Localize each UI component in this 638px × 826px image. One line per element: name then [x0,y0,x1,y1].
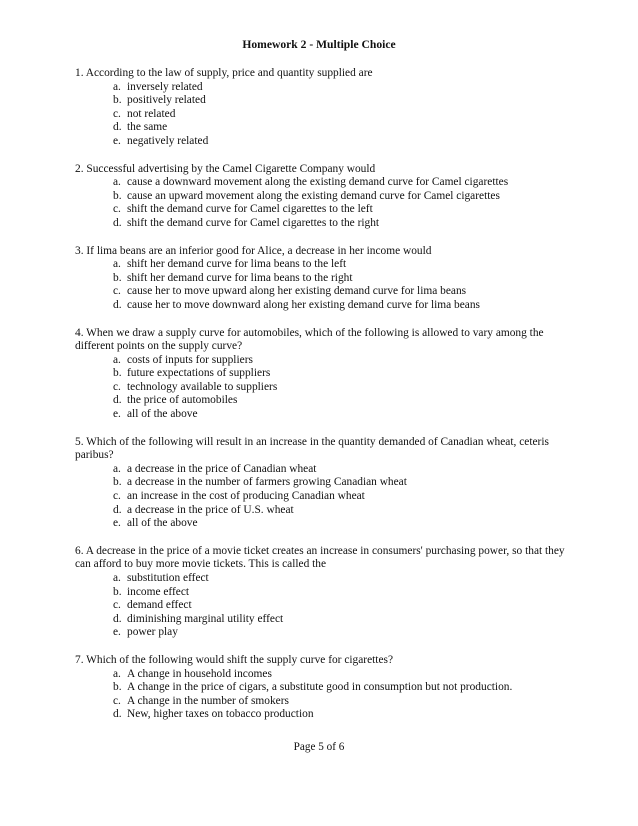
option-a [75,176,565,190]
option-letter: a. [113,353,121,366]
option-text: diminishing marginal utility effect [127,612,284,625]
option-text: A change in the number of smokers [127,694,289,707]
option-letter: c. [113,285,121,298]
question-list [75,67,565,736]
option-b [75,476,565,490]
question-stem: 2. Successful advertising by the Camel Cigarette Company would [75,162,376,175]
option-list [75,81,565,149]
option-letter: b. [113,476,122,489]
option-a [75,572,565,586]
option-a [75,668,565,682]
option-c [75,599,565,613]
question-stem: 3. If lima beans are an inferior good for Alice, a decrease in her income would [75,244,432,257]
option-text: not related [127,107,176,120]
question-6 [75,545,565,640]
option-d [75,394,565,408]
option-a [75,258,565,272]
option-d [75,299,565,313]
option-d [75,708,565,722]
option-text: income effect [127,585,190,598]
option-text: an increase in the cost of producing Canadian wheat [127,490,365,503]
option-text: demand effect [127,599,192,612]
option-text: all of the above [127,517,198,530]
option-text: power play [127,626,178,639]
option-letter: d. [113,394,122,407]
question-stem: 4. When we draw a supply curve for automobiles, which of the following is allowed to vary among the different points on the supply curve? [75,326,544,353]
option-text: positively related [127,94,206,107]
option-letter: b. [113,367,122,380]
option-d [75,217,565,231]
option-letter: c. [113,380,121,393]
option-text: shift her demand curve for lima beans to the right [127,271,353,284]
option-list [75,572,565,640]
option-text: New, higher taxes on tobacco production [127,708,314,721]
question-1 [75,67,565,149]
option-e [75,408,565,422]
option-text: cause her to move upward along her existing demand curve for lima beans [127,285,467,298]
option-text: shift the demand curve for Camel cigarettes to the left [127,203,373,216]
option-c [75,490,565,504]
option-list [75,176,565,230]
option-letter: c. [113,203,121,216]
option-text: A change in household incomes [127,667,272,680]
question-stem: 7. Which of the following would shift the supply curve for cigarettes? [75,653,394,666]
option-letter: c. [113,490,121,503]
option-a [75,463,565,477]
option-text: costs of inputs for suppliers [127,353,253,366]
option-letter: c. [113,694,121,707]
option-letter: a. [113,462,121,475]
option-letter: e. [113,408,121,421]
option-text: A change in the price of cigars, a substitute good in consumption but not production. [127,681,513,694]
page-title: Homework 2 - Multiple Choice [242,38,396,51]
option-letter: d. [113,612,122,625]
question-stem: 5. Which of the following will result in an increase in the quantity demanded of Canadian wheat, ceteris paribus? [75,435,549,462]
option-b [75,367,565,381]
question-stem: 1. According to the law of supply, price and quantity supplied are [75,67,373,79]
option-text: technology available to suppliers [127,380,278,393]
option-c [75,381,565,395]
question-7 [75,654,565,722]
option-b [75,272,565,286]
option-a [75,354,565,368]
option-letter: d. [113,708,122,721]
option-c [75,203,565,217]
option-e [75,517,565,531]
option-text: inversely related [127,80,203,93]
option-list [75,354,565,422]
option-list [75,258,565,312]
option-d [75,613,565,627]
option-list [75,668,565,722]
option-d [75,121,565,135]
page-number: Page 5 of 6 [293,741,345,753]
question-5 [75,436,565,531]
option-c [75,108,565,122]
option-text: negatively related [127,134,209,147]
option-letter: a. [113,258,121,271]
question-2 [75,163,565,231]
option-letter: b. [113,681,122,694]
option-text: cause an upward movement along the existing demand curve for Camel cigarettes [127,189,500,202]
option-a [75,81,565,95]
option-b [75,681,565,695]
option-letter: d. [113,216,122,229]
option-list [75,463,565,531]
option-letter: d. [113,298,122,311]
option-letter: e. [113,134,121,147]
option-b [75,94,565,108]
option-c [75,695,565,709]
option-text: a decrease in the price of Canadian wheat [127,462,317,475]
option-letter: d. [113,121,122,134]
option-letter: b. [113,585,122,598]
option-c [75,285,565,299]
option-d [75,504,565,518]
option-letter: e. [113,517,121,530]
option-letter: a. [113,572,121,584]
option-b [75,190,565,204]
option-b [75,586,565,600]
option-text: cause her to move downward along her existing demand curve for lima beans [127,298,480,311]
option-text: shift the demand curve for Camel cigarettes to the right [127,216,380,229]
option-text: a decrease in the number of farmers growing Canadian wheat [127,476,407,489]
question-3 [75,245,565,313]
question-stem: 6. A decrease in the price of a movie ticket creates an increase in consumers' purchasing power, so that they can afford to buy more movie tickets. This is called the [75,544,565,571]
option-text: future expectations of suppliers [127,367,271,380]
option-letter: a. [113,176,121,189]
option-letter: a. [113,80,121,93]
option-letter: e. [113,626,121,639]
option-letter: c. [113,107,121,120]
option-text: cause a downward movement along the existing demand curve for Camel cigarettes [127,176,509,189]
option-letter: b. [113,189,122,202]
option-text: the price of automobiles [127,394,238,407]
option-text: the same [127,121,168,134]
option-text: substitution effect [127,572,209,584]
option-e [75,135,565,149]
option-letter: d. [113,503,122,516]
option-text: shift her demand curve for lima beans to the left [127,258,347,271]
option-letter: a. [113,667,121,680]
option-e [75,626,565,640]
option-text: all of the above [127,408,198,421]
question-4 [75,327,565,422]
option-text: a decrease in the price of U.S. wheat [127,503,294,516]
option-letter: c. [113,599,121,612]
option-letter: b. [113,271,122,284]
option-letter: b. [113,94,122,107]
